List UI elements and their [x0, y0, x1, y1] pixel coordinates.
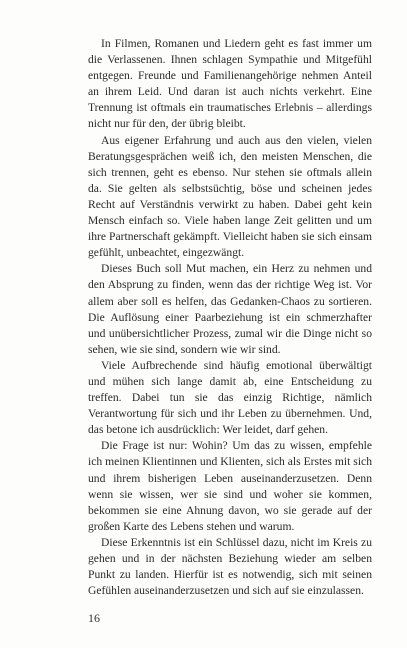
paragraph-4: Viele Aufbrechende sind häufig emotional überwältigt und mühen sich lange damit ab, eine Entscheidung zu treffen. Dabei tun sie das einzig Richtige, nämlich Verantwortung für sich und ihr Leben zu übernehmen. Und, das betone ich ausdrücklich: Wer leidet, darf gehen. — [88, 358, 372, 437]
paragraph-5: Die Frage ist nur: Wohin? Um das zu wissen, empfehle ich meinen Klientinnen und Klienten, sich als Erstes mit sich und ihrem bisherigen Leben auseinanderzusetzen. Denn wenn sie wissen, wer sie sind und woher sie kommen, bekommen sie eine Ahnung davon, wo sie gerade auf der großen Karte des Lebens stehen und warum. — [88, 439, 372, 533]
paragraph-3: Dieses Buch soll Mut machen, ein Herz zu nehmen und den Absprung zu finden, wenn das der richtige Weg ist. Vor allem aber soll es helfen, das Gedanken-Chaos zu sortieren. Die Auflösung einer Paarbeziehung ist ein schmerzhafter und unübersichtlicher Prozess, zumal wir die Dinge nicht so sehen, wie sie sind, sondern wie wir sind. — [88, 262, 372, 356]
paragraph-2: Aus eigener Erfahrung und auch aus den vielen, vielen Beratungsgesprächen weiß ich, den meisten Menschen, die sich trennen, geht es ebenso. Nur stehen sie oftmals allein da. Sie gelten als selbstsüchtig, böse und scheinen jedes Recht auf Verständnis verwirkt zu haben. Dabei geht kein Mensch einfach so. Viele haben lange Zeit gelitten und um ihre Partnerschaft gekämpft. Vielleicht haben sie sich einsam gefühlt, unbeachtet, eingezwängt. — [88, 133, 372, 260]
page-number: 16 — [88, 611, 100, 625]
paragraph-6: Diese Erkenntnis ist ein Schlüssel dazu, nicht im Kreis zu gehen und in der nächsten Beziehung wieder am selben Punkt zu landen. Hierfür ist es notwendig, sich mit seinen Gefühlen auseinanderzusetzen und sich auf sie einzulassen. — [88, 535, 372, 598]
body-text — [88, 36, 372, 599]
paragraph-1: In Filmen, Romanen und Liedern geht es fast immer um die Verlassenen. Ihnen schlagen Sympathie und Mitgefühl entgegen. Freunde und Familienangehörige nehmen Anteil an ihrem Leid. Und daran ist auch nichts verkehrt. Eine Trennung ist oftmals ein traumatisches Erlebnis – allerdings nicht nur für den, der übrig bleibt. — [88, 37, 372, 131]
